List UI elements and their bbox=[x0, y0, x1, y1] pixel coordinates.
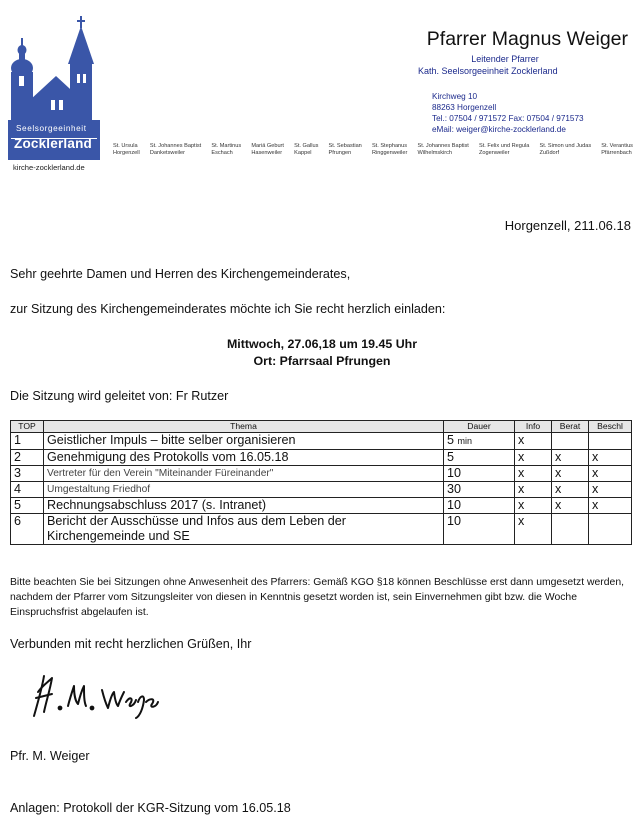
header-top: TOP bbox=[11, 421, 44, 433]
parish-item: St. Sebastian Pfrungen bbox=[328, 143, 362, 156]
parish-item: St. Simon und Judas Zußdorf bbox=[539, 143, 592, 156]
header-berat: Berat bbox=[552, 421, 589, 433]
phone-fax: Tel.: 07504 / 971572 Fax: 07504 / 971573 bbox=[432, 114, 584, 123]
address-street: Kirchweg 10 bbox=[432, 92, 478, 101]
chair-text: Die Sitzung wird geleitet von: Fr Rutzer bbox=[10, 389, 229, 403]
header-thema: Thema bbox=[44, 421, 444, 433]
parish-item: St. Martinus Eschach bbox=[211, 143, 242, 156]
parish-item: St. Stephanus Ringgenweiler bbox=[371, 143, 408, 156]
parish-list bbox=[113, 143, 633, 157]
pastor-org: Kath. Seelsorgeeinheit Zocklerland bbox=[418, 66, 558, 76]
parish-item: St. Gallus Kappel bbox=[294, 143, 319, 156]
header-info: Info bbox=[515, 421, 552, 433]
table-header-row bbox=[11, 421, 632, 433]
parish-item: St. Felix und Regula Zogenweiler bbox=[478, 143, 530, 156]
closing-text: Verbunden mit recht herzlichen Grüßen, Ihr bbox=[10, 637, 252, 651]
logo-org-line1: Seelsorgeeinheit bbox=[16, 124, 87, 133]
email-address[interactable]: eMail: weiger@kirche-zocklerland.de bbox=[432, 125, 566, 134]
handwritten-signature bbox=[30, 672, 160, 722]
attachments-note: Anlagen: Protokoll der KGR-Sitzung vom 16.05.18 bbox=[10, 801, 291, 815]
table-row: 5 Rechnungsabschluss 2017 (s. Intranet) 10 x x x bbox=[11, 498, 632, 514]
meeting-place: Ort: Pfarrsaal Pfrungen bbox=[253, 354, 391, 368]
meeting-date: Mittwoch, 27.06,18 um 19.45 Uhr bbox=[226, 337, 418, 351]
letter-date: Horgenzell, 211.06.18 bbox=[504, 218, 631, 233]
salutation: Sehr geehrte Damen und Herren des Kirchengemeinderates, bbox=[10, 267, 351, 281]
parish-item: St. Johannes Baptist Danketsweiler bbox=[149, 143, 202, 156]
table-row: 3 Vertreter für den Verein "Miteinander Füreinander" 10 x x x bbox=[11, 466, 632, 482]
logo-org-line2: Zocklerland bbox=[14, 136, 92, 151]
header-beschl: Beschl bbox=[589, 421, 632, 433]
parish-item: St. Verantius Pfärrenbach bbox=[601, 143, 633, 156]
parish-item: St. Johannes Baptist Wilhelmskirch bbox=[417, 143, 469, 156]
table-row: 1 Geistlicher Impuls – bitte selber organisieren 5 min x bbox=[11, 433, 632, 450]
pastor-role: Leitender Pfarrer bbox=[471, 54, 539, 64]
parish-item: Mariä Geburt Hasenweiler bbox=[251, 143, 284, 156]
table-row: 4 Umgestaltung Friedhof 30 x x x bbox=[11, 482, 632, 498]
address-city: 88263 Horgenzell bbox=[432, 103, 497, 112]
table-row: 6 Bericht der Ausschüsse und Infos aus dem Leben der Kirchengemeinde und SE 10 x bbox=[11, 514, 632, 545]
header-dauer: Dauer bbox=[444, 421, 515, 433]
signer-name: Pfr. M. Weiger bbox=[10, 749, 90, 763]
agenda-table bbox=[10, 420, 632, 545]
legal-notice: Bitte beachten Sie bei Sitzungen ohne Anwesenheit des Pfarrers: Gemäß KGO §18 können Beschlüsse erst dann umgesetzt werden, nachdem der Pfarrer vom Sitzungsleiter von diesen in Kenntnis gesetzt worden ist, sein Einvernehmen gibt bzw. die Woche Einspruchsfrist abgelaufen ist. bbox=[10, 577, 624, 618]
intro-text: zur Sitzung des Kirchengemeinderates möchte ich Sie recht herzlich einladen: bbox=[10, 302, 446, 316]
pastor-name: Pfarrer Magnus Weiger bbox=[426, 28, 628, 50]
table-row: 2 Genehmigung des Protokolls vom 16.05.18 5 x x x bbox=[11, 450, 632, 466]
parish-item: St. Ursula Horgenzell bbox=[113, 143, 140, 156]
website-link[interactable]: kirche-zocklerland.de bbox=[13, 163, 85, 172]
